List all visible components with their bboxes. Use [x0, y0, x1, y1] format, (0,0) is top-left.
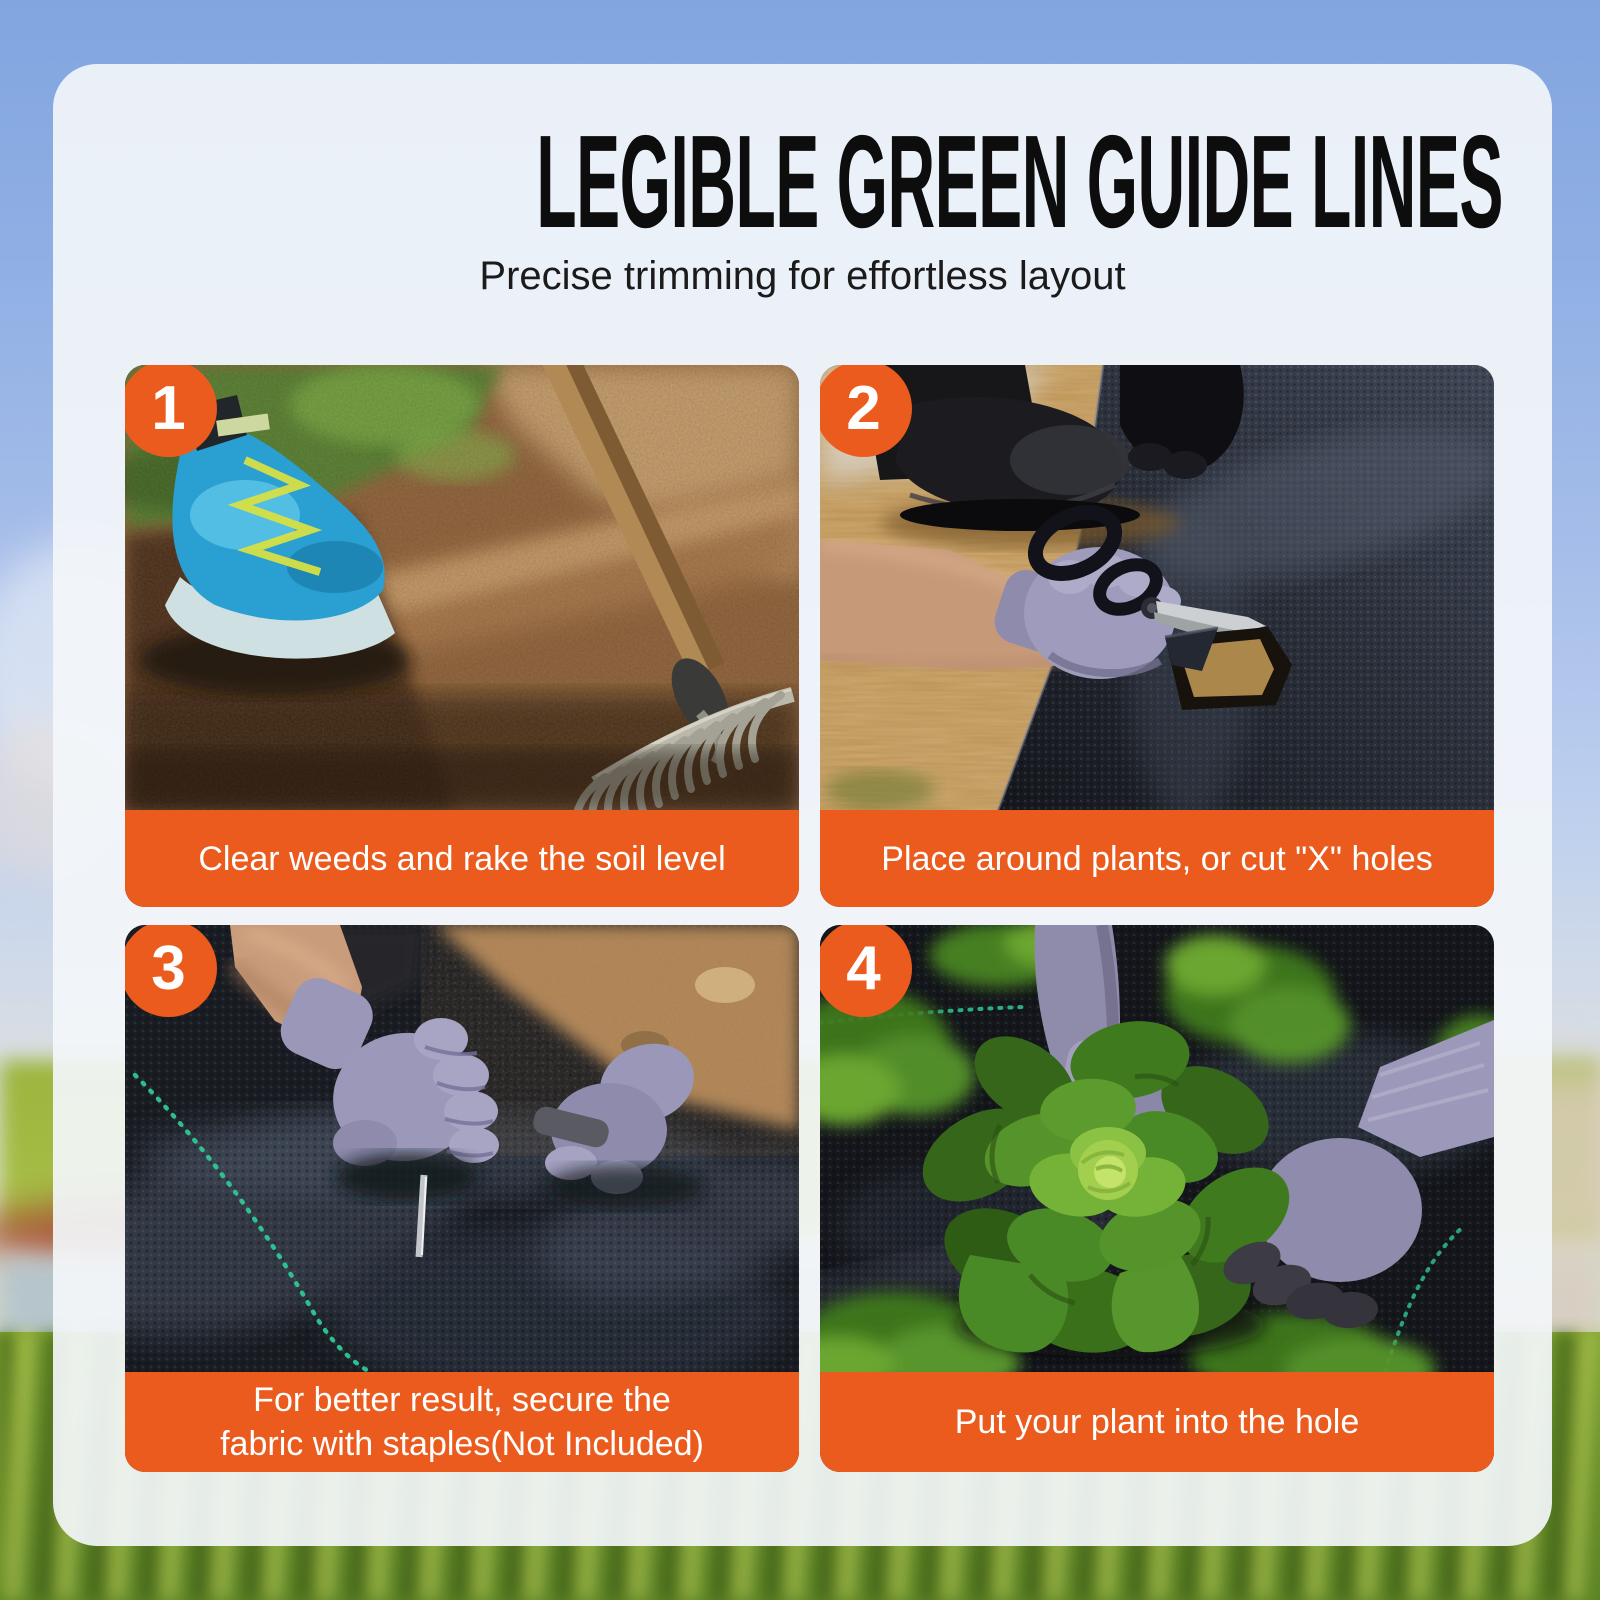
step-3-caption: For better result, secure the fabric with staples(Not Included)	[125, 1372, 799, 1472]
page-title: LEGIBLE GREEN GUIDE LINES	[536, 108, 1503, 255]
step-panel-4	[820, 925, 1494, 1472]
step-panel-2	[820, 365, 1494, 907]
step-number-badge: 2	[820, 365, 912, 457]
step-number-badge: 1	[125, 365, 217, 457]
planting-into-hole-photo	[820, 925, 1494, 1372]
step-1-photo	[125, 365, 799, 810]
step-number-badge: 3	[125, 925, 217, 1017]
step-4-photo	[820, 925, 1494, 1372]
page-subtitle: Precise trimming for effortless layout	[479, 254, 1126, 298]
cut-x-hole	[1165, 627, 1292, 710]
content-card	[53, 64, 1552, 1546]
step-4-caption: Put your plant into the hole	[820, 1372, 1494, 1472]
step-3-photo	[125, 925, 799, 1372]
cutting-x-hole-photo	[820, 365, 1494, 810]
raking-soil-photo	[125, 365, 799, 810]
step-panel-1	[125, 365, 799, 907]
step-2-caption: Place around plants, or cut "X" holes	[820, 810, 1494, 907]
step-1-caption: Clear weeds and rake the soil level	[125, 810, 799, 907]
step-2-photo	[820, 365, 1494, 810]
step-panel-3	[125, 925, 799, 1472]
step-number-badge: 4	[820, 925, 912, 1017]
securing-with-staples-photo	[125, 925, 799, 1372]
